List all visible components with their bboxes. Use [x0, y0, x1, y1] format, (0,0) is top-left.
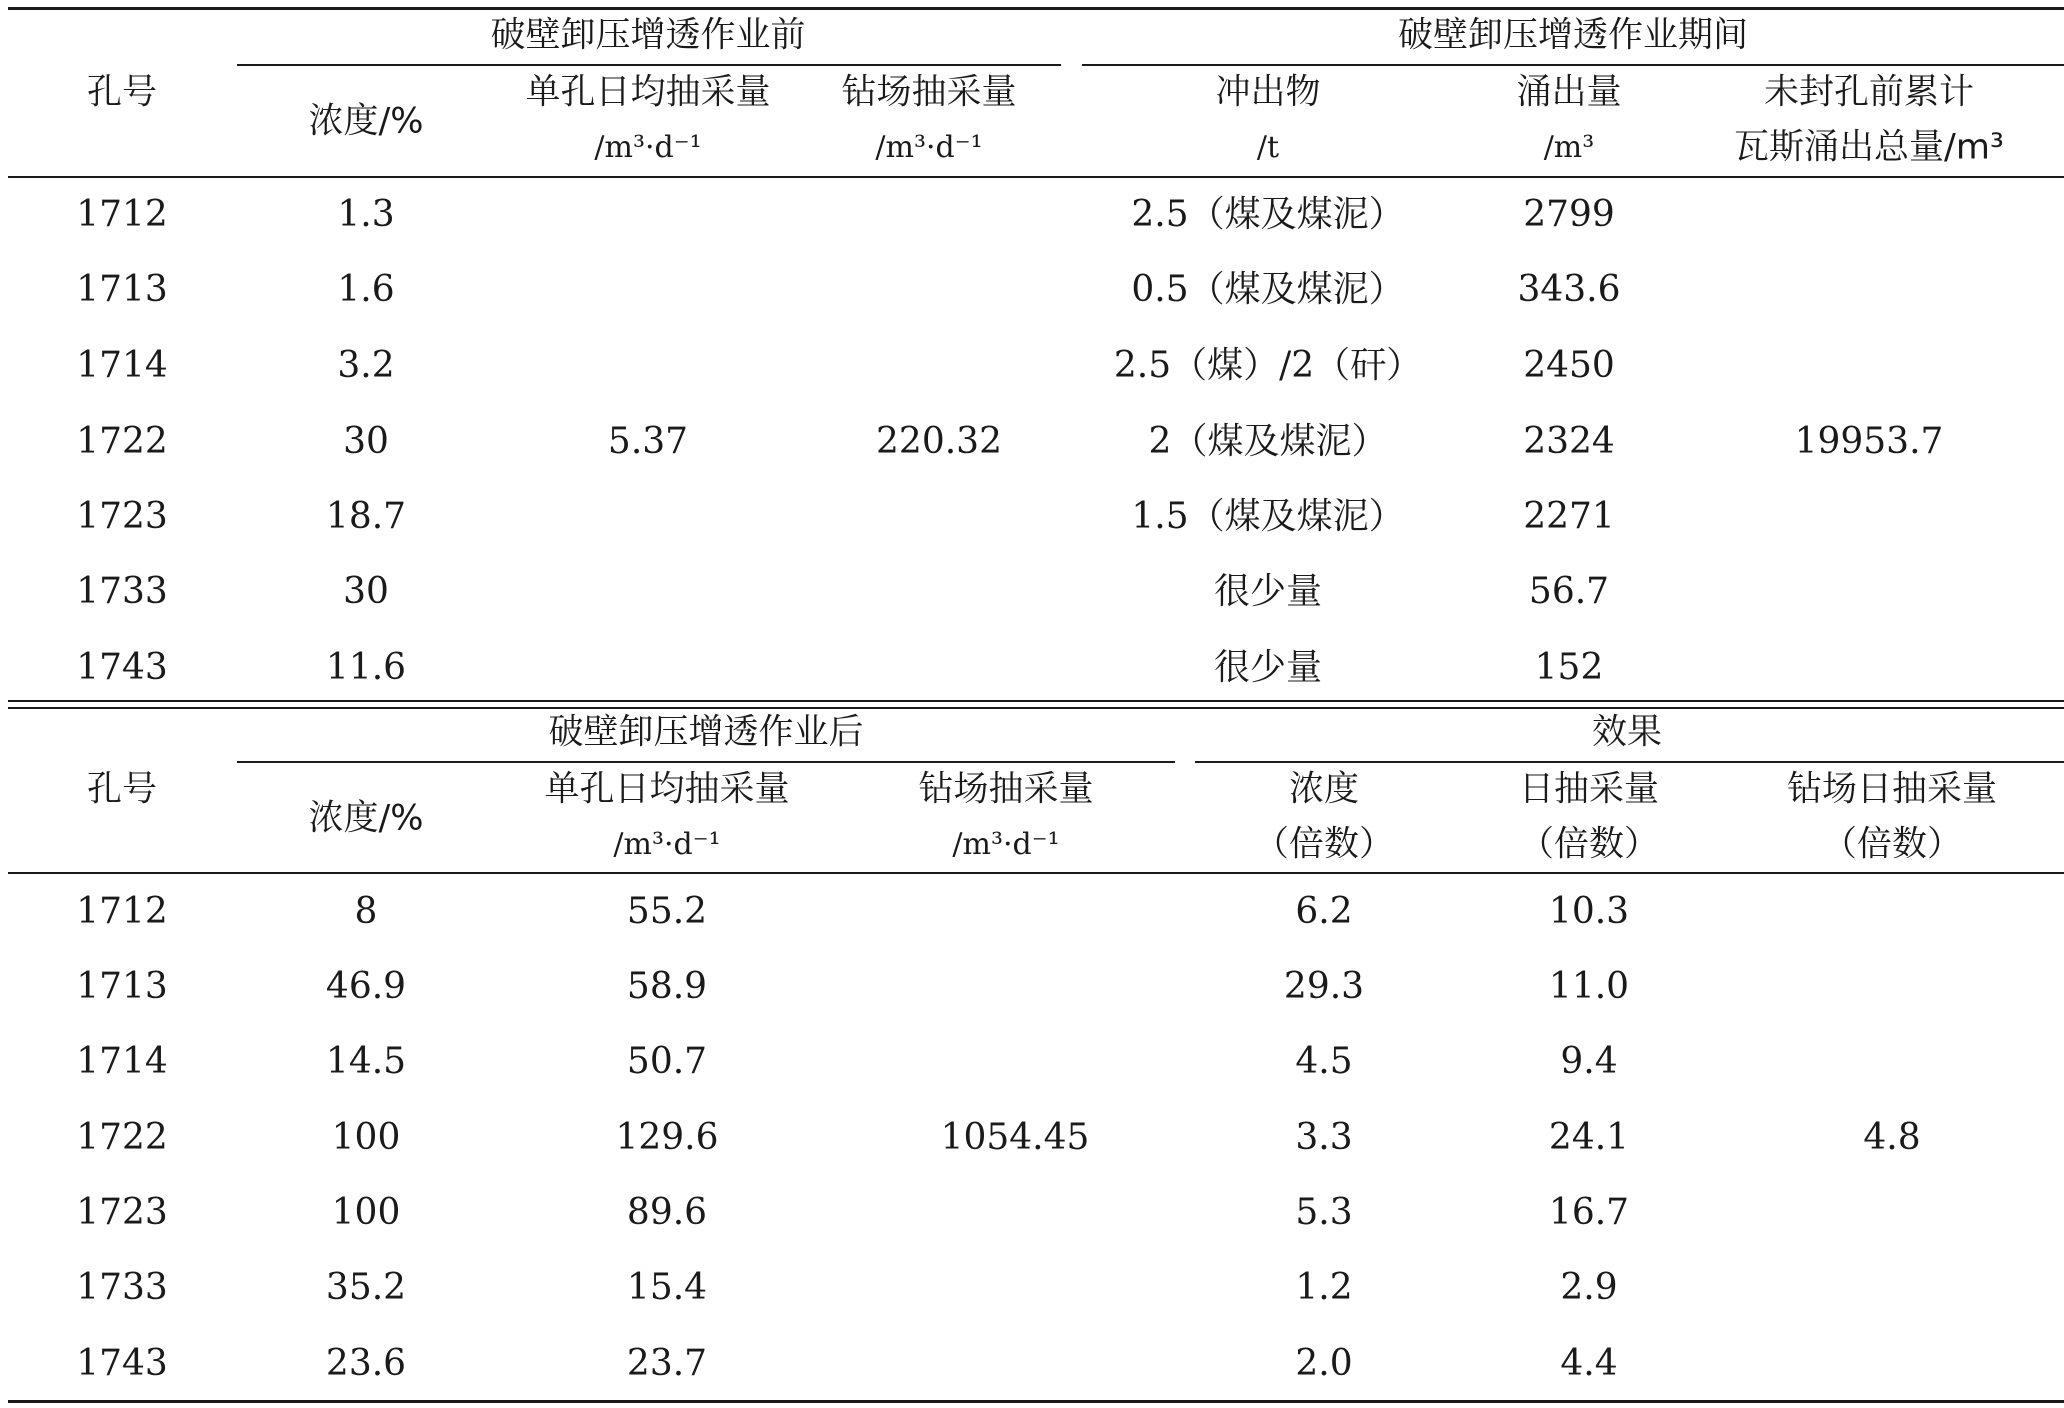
table-cell: 100 — [331, 1117, 401, 1158]
cmidrule-after — [237, 761, 1175, 763]
top-rule — [8, 7, 2064, 10]
table-cell: 129.6 — [615, 1117, 719, 1158]
table-cell: 58.9 — [626, 966, 708, 1007]
table-cell: 1713 — [76, 966, 168, 1007]
table-cell: 55.2 — [626, 891, 708, 932]
table-cell: 1.3 — [337, 194, 395, 235]
table-cell: 1722 — [76, 1117, 168, 1158]
table-cell: 50.7 — [626, 1041, 708, 1082]
table-cell: 2.5（煤及煤泥） — [1131, 194, 1405, 235]
col-conc-header: 浓度/% — [308, 101, 424, 142]
col-field-unit: /m³·d⁻¹ — [875, 130, 983, 165]
table-cell: 1.2 — [1295, 1267, 1353, 1308]
merged-efield-cell: 4.8 — [1863, 1117, 1921, 1158]
cmidrule-effect — [1195, 761, 2064, 763]
table-cell: 0.5（煤及煤泥） — [1131, 269, 1405, 310]
group-before-header: 破壁卸压增透作业前 — [490, 15, 806, 56]
table-cell: 1712 — [76, 194, 168, 235]
table-cell: 10.3 — [1548, 891, 1630, 932]
table-cell: 100 — [331, 1192, 401, 1233]
table-cell: 1743 — [76, 1343, 168, 1384]
table-cell: 46.9 — [325, 966, 407, 1007]
table-cell: 14.5 — [325, 1041, 407, 1082]
group-during-header: 破壁卸压增透作业期间 — [1397, 15, 1749, 56]
table-cell: 1.6 — [337, 269, 395, 310]
table-cell: 11.0 — [1548, 966, 1630, 1007]
table-cell: 23.6 — [325, 1343, 407, 1384]
col-hole-header: 孔号 — [86, 72, 158, 113]
table-cell: 1733 — [76, 1267, 168, 1308]
table-cell: 23.7 — [626, 1343, 708, 1384]
table-cell: 5.3 — [1295, 1192, 1353, 1233]
table-cell: 1723 — [76, 1192, 168, 1233]
header-rule-bottom — [8, 872, 2064, 874]
table-cell: 1714 — [76, 345, 168, 386]
col-out-header: 冲出物 — [1215, 72, 1321, 113]
col-edaily-unit: （倍数） — [1518, 824, 1660, 865]
col-field-unit-2: /m³·d⁻¹ — [952, 827, 1060, 862]
table-cell: 3.3 — [1295, 1117, 1353, 1158]
col-conc-header-2: 浓度/% — [308, 798, 424, 839]
col-single-header-2: 单孔日均抽采量 — [544, 769, 790, 810]
group-effect-header: 效果 — [1591, 712, 1663, 753]
col-total-header-2: 瓦斯涌出总量/m³ — [1734, 127, 2004, 168]
col-efield-header: 钻场日抽采量 — [1786, 769, 1998, 810]
table-cell: 1714 — [76, 1041, 168, 1082]
merged-field-cell-2: 1054.45 — [940, 1117, 1090, 1158]
table-cell: 2.5（煤）/2（矸） — [1113, 345, 1423, 386]
col-single-unit-2: /m³·d⁻¹ — [613, 827, 721, 862]
table-cell: 1723 — [76, 496, 168, 537]
section-rule-1 — [8, 700, 2064, 702]
table-cell: 4.4 — [1560, 1343, 1618, 1384]
col-gush-header: 涌出量 — [1516, 72, 1622, 113]
col-total-header: 未封孔前累计 — [1763, 72, 1975, 113]
table-cell: 8 — [354, 891, 378, 932]
table-cell: 18.7 — [325, 496, 407, 537]
table-cell: 35.2 — [325, 1267, 407, 1308]
table-cell: 29.3 — [1283, 966, 1365, 1007]
table-cell: 2（煤及煤泥） — [1148, 421, 1388, 462]
table-cell: 4.5 — [1295, 1041, 1353, 1082]
table-cell: 11.6 — [325, 647, 407, 688]
table-cell: 16.7 — [1548, 1192, 1630, 1233]
table-cell: 2324 — [1523, 421, 1615, 462]
table-cell: 2799 — [1523, 194, 1615, 235]
table-cell: 2450 — [1523, 345, 1615, 386]
table-cell: 1722 — [76, 421, 168, 462]
table-cell: 6.2 — [1295, 891, 1353, 932]
group-after-header: 破壁卸压增透作业后 — [548, 712, 864, 753]
table-cell: 很少量 — [1213, 571, 1323, 612]
table-cell: 343.6 — [1517, 269, 1621, 310]
table-cell: 15.4 — [626, 1267, 708, 1308]
col-gush-unit: /m³ — [1543, 130, 1595, 165]
table-cell: 30 — [343, 571, 389, 612]
col-out-unit: /t — [1256, 130, 1280, 165]
table-cell: 1743 — [76, 647, 168, 688]
cmidrule-before — [237, 64, 1061, 66]
table-cell: 24.1 — [1548, 1117, 1630, 1158]
col-single-unit: /m³·d⁻¹ — [594, 130, 702, 165]
col-econc-header: 浓度 — [1288, 769, 1360, 810]
table-cell: 1.5（煤及煤泥） — [1131, 496, 1405, 537]
table-cell: 2.9 — [1560, 1267, 1618, 1308]
table-cell: 3.2 — [337, 345, 395, 386]
table-cell: 56.7 — [1528, 571, 1610, 612]
col-single-header: 单孔日均抽采量 — [525, 72, 771, 113]
col-hole-header-2: 孔号 — [86, 769, 158, 810]
table-cell: 2.0 — [1295, 1343, 1353, 1384]
merged-total-cell: 19953.7 — [1794, 421, 1944, 462]
col-field-header-2: 钻场抽采量 — [918, 769, 1094, 810]
header-rule-top — [8, 176, 2064, 178]
table-cell: 30 — [343, 421, 389, 462]
table-cell: 1712 — [76, 891, 168, 932]
bottom-rule — [8, 1400, 2064, 1403]
table-cell: 2271 — [1523, 496, 1615, 537]
col-field-header: 钻场抽采量 — [841, 72, 1017, 113]
table-cell: 1733 — [76, 571, 168, 612]
col-edaily-header: 日抽采量 — [1518, 769, 1660, 810]
table-cell: 152 — [1534, 647, 1604, 688]
section-rule-2 — [8, 707, 2064, 709]
col-efield-unit: （倍数） — [1821, 824, 1963, 865]
table-cell: 很少量 — [1213, 647, 1323, 688]
table-cell: 9.4 — [1560, 1041, 1618, 1082]
merged-single-cell: 5.37 — [607, 421, 689, 462]
col-econc-unit: （倍数） — [1253, 824, 1395, 865]
table-cell: 1713 — [76, 269, 168, 310]
table-cell: 89.6 — [626, 1192, 708, 1233]
merged-field-cell: 220.32 — [876, 421, 1002, 462]
cmidrule-during — [1082, 64, 2064, 66]
